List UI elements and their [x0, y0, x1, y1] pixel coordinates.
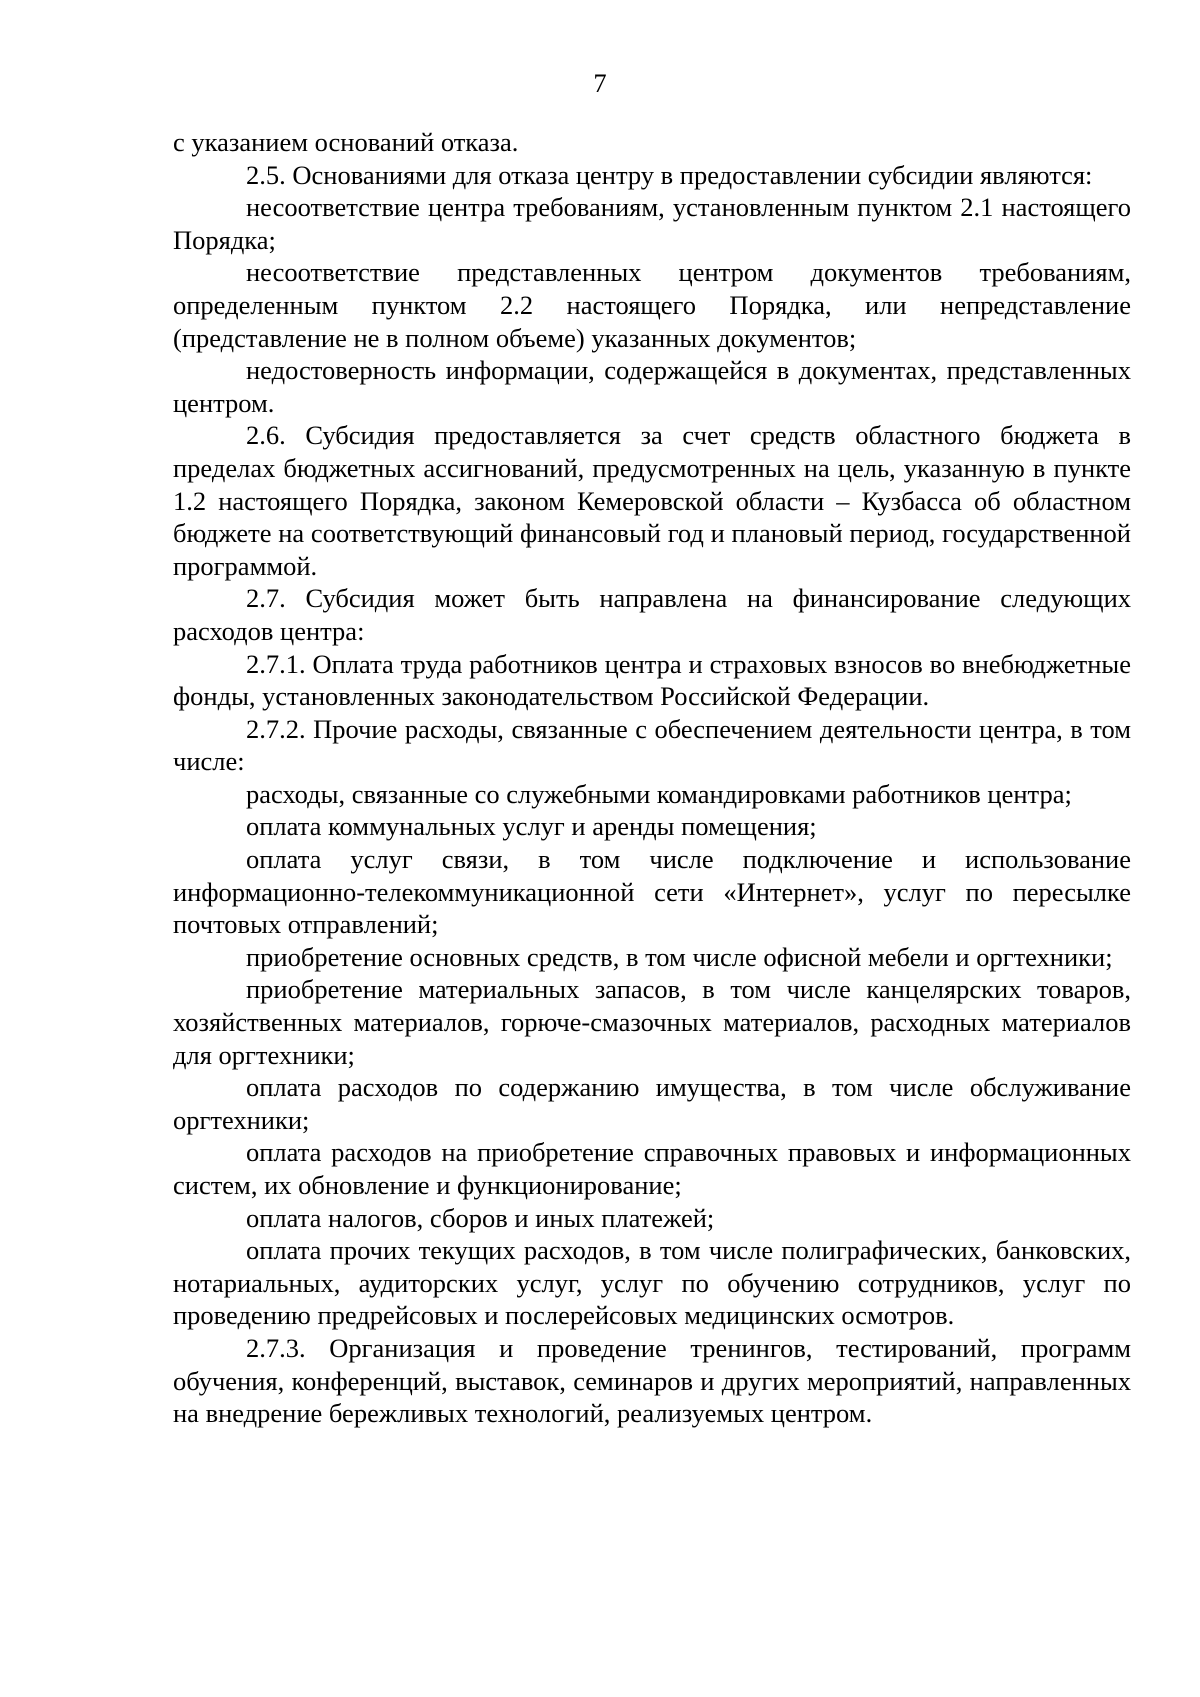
list-item-taxes-fees: оплата налогов, сборов и иных платежей;	[246, 1202, 715, 1233]
list-item-fixed-assets: приобретение основных средств, в том числе офисной мебели и оргтехники;	[246, 941, 1113, 972]
paragraph-refusal-reason-1: несоответствие центра требованиям, установленным пунктом 2.1 настоящего Порядка;	[173, 192, 1131, 255]
list-item-travel-expenses: расходы, связанные со служебными командировками работников центра;	[246, 778, 1072, 809]
list-item-communication: оплата услуг связи, в том числе подключение и использование информационно-телекоммуникационной сети «Интернет», услуг по пересылке почтовых отправлений;	[173, 844, 1131, 940]
page-number: 7	[593, 68, 607, 98]
list-item-information-systems: оплата расходов на приобретение справочных правовых и информационных систем, их обновление и функционирование;	[173, 1137, 1131, 1200]
list-item-other-current-expenses: оплата прочих текущих расходов, в том числе полиграфических, банковских, нотариальных, аудиторских услуг, услуг по обучению сотрудников, услуг по проведению предрейсовых и послерейсовых медицинских осмотров.	[173, 1235, 1131, 1331]
paragraph-2-6: 2.6. Субсидия предоставляется за счет средств областного бюджета в пределах бюджетных ассигнований, предусмотренных на цель, указанную в пункте 1.2 настоящего Порядка, законом Кемеровской области – Кузбасса об областном бюджете на соответствующий финансовый год и плановый период, государственной программой.	[173, 420, 1131, 581]
paragraph-2-7-3: 2.7.3. Организация и проведение тренингов, тестирований, программ обучения, конференций, выставок, семинаров и других мероприятий, направленных на внедрение бережливых технологий, реализуемых центром.	[173, 1332, 1131, 1429]
list-item-property-maintenance: оплата расходов по содержанию имущества, в том числе обслуживание оргтехники;	[173, 1072, 1131, 1135]
list-item-utilities-rent: оплата коммунальных услуг и аренды помещения;	[246, 811, 817, 842]
paragraph-2-7: 2.7. Субсидия может быть направлена на финансирование следующих расходов центра:	[173, 583, 1131, 646]
paragraph-2-7-1: 2.7.1. Оплата труда работников центра и страховых взносов во внебюджетные фонды, установленных законодательством Российской Федерации.	[173, 648, 1131, 712]
paragraph-refusal-reason-2: несоответствие представленных центром документов требованиям, определенным пунктом 2.2 настоящего Порядка, или непредставление (представление не в полном объеме) указанных документов;	[173, 257, 1131, 353]
paragraph-continuation: с указанием оснований отказа.	[173, 127, 519, 157]
paragraph-refusal-reason-3: недостоверность информации, содержащейся в документах, представленных центром.	[173, 355, 1131, 418]
list-item-material-supplies: приобретение материальных запасов, в том числе канцелярских товаров, хозяйственных материалов, горюче-смазочных материалов, расходных материалов для оргтехники;	[173, 974, 1131, 1070]
paragraph-2-5: 2.5. Основаниями для отказа центру в предоставлении субсидии являются:	[246, 159, 1093, 190]
paragraph-2-7-2: 2.7.2. Прочие расходы, связанные с обеспечением деятельности центра, в том числе:	[173, 713, 1131, 777]
document-body	[173, 126, 1131, 1430]
